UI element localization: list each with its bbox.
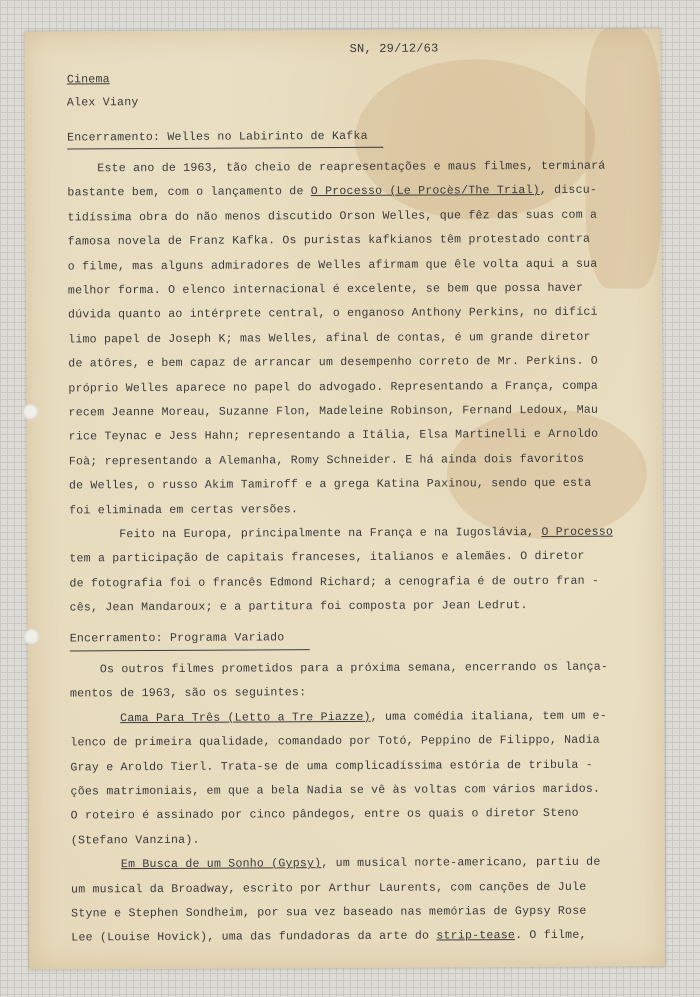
text-segment: Styne e Stephen Sondheim, por sua vez baseado nas memórias de Gypsy Rose — [71, 904, 587, 921]
section-label: Cinema — [66, 73, 110, 87]
text-segment: o filme, mas alguns admiradores de Welles afirmam que êle volta aqui a sua — [67, 257, 598, 274]
text-line — [68, 331, 591, 347]
document-date: SN, 29/12/63 — [349, 41, 439, 56]
text-line — [69, 477, 592, 493]
text-segment: Lee (Louise Hovick), uma das fundadoras da arte do — [71, 929, 437, 945]
film-title: O Processo (Le Procès/The Trial) — [310, 184, 540, 199]
text-segment: Feito na Europa, principalmente na França e na Iugoslávia, — [119, 525, 542, 542]
text-segment: O roteiro é assinado por cinco pândegos, entre os quais o diretor Steno — [70, 807, 579, 823]
text-segment: tem a participação de capitais franceses, italianos e alemães. O diretor — [69, 550, 585, 566]
text-segment: Gray e Aroldo Tierl. Trata-se de uma complicadíssima estória de tribula - — [70, 758, 593, 775]
text-segment: de fotografia foi o francês Edmond Richard; a cenografia é de outro fran - — [69, 574, 600, 591]
text-line — [71, 807, 579, 823]
text-line — [121, 856, 601, 872]
text-line — [68, 379, 598, 395]
text-line — [71, 905, 586, 921]
film-title: O Processo — [541, 525, 614, 539]
author-name: Alex Viany — [66, 96, 139, 110]
text-line — [69, 404, 599, 420]
text-segment: (Stefano Vanzina). — [70, 833, 200, 848]
film-title: strip-tease — [436, 929, 516, 943]
text-segment: cês, Jean Mandaroux; e a partitura foi composta por Jean Ledrut. — [69, 599, 528, 615]
text-line — [69, 503, 298, 517]
text-line — [69, 574, 599, 590]
water-stain — [585, 28, 662, 288]
text-segment: . O filme, — [515, 929, 587, 943]
text-segment: de atôres, e bem capaz de arrancar um desempenho correto de Mr. Perkins. O — [68, 354, 598, 371]
text-line — [97, 160, 605, 176]
text-line — [71, 929, 586, 945]
text-segment: melhor forma. O elenco internacional é excelente, se bem que possa haver — [67, 281, 584, 298]
text-segment: ções matrimoniais, em que a bela Nadia se vê às voltas com vários maridos. — [70, 782, 601, 799]
text-line — [70, 783, 600, 799]
text-segment: tidíssima obra do não menos discutido Orson Welles, que fêz das suas com a — [67, 208, 598, 225]
text-line — [120, 709, 607, 725]
text-line — [68, 257, 598, 273]
text-line — [68, 306, 598, 322]
text-segment: lenco de primeira qualidade, comandado por Totó, Peppino de Filippo, Nadia — [70, 733, 600, 750]
text-segment: limo papel de Joseph K; mas Welles, afinal de contas, é um grande diretor — [68, 330, 591, 347]
text-line — [67, 184, 597, 200]
text-line — [67, 208, 597, 224]
text-segment: rice Teynac e Jess Hahn; representando a Itália, Elsa Martinelli e Arnoldo — [68, 428, 599, 444]
text-line — [70, 687, 306, 701]
text-line — [119, 526, 613, 542]
article-title: Encerramento: Programa Variado — [69, 631, 285, 646]
text-segment: Foà; representando a Alemanha, Romy Schneider. E há ainda dois favoritos — [68, 452, 585, 469]
text-segment: famosa novela de Franz Kafka. Os puristas kafkianos têm protestado contra — [67, 232, 591, 249]
film-title: Cama Para Três (Letto a Tre Piazze) — [120, 710, 371, 725]
text-segment: , um musical norte-americano, partiu de — [321, 855, 601, 871]
text-line — [69, 428, 599, 444]
film-title: Em Busca de um Sonho (Gypsy) — [120, 857, 322, 872]
text-segment: , uma comédia italiana, tem um e- — [370, 709, 607, 724]
title-underline — [67, 147, 383, 150]
punch-hole — [24, 629, 40, 645]
text-segment: foi eliminada em certas versões. — [69, 502, 299, 518]
typewritten-page — [25, 28, 666, 969]
text-line — [71, 880, 586, 896]
punch-hole — [22, 404, 38, 420]
text-line — [68, 355, 598, 371]
text-segment: mentos de 1963, são os seguintes: — [69, 686, 307, 701]
text-line — [71, 834, 200, 848]
text-line — [69, 453, 584, 469]
title-underline — [70, 649, 310, 651]
text-line — [70, 758, 593, 774]
text-line — [100, 661, 608, 677]
text-line — [70, 734, 600, 750]
text-segment: dúvida quanto ao intérprete central, o enganoso Anthony Perkins, no difíci — [68, 306, 598, 322]
text-line — [68, 233, 591, 249]
text-segment: próprio Welles aparece no papel do advogado. Representando a França, compa — [68, 379, 599, 396]
text-line — [70, 599, 528, 614]
text-segment: Este ano de 1963, tão cheio de reapresentações e maus filmes, terminará — [97, 159, 606, 176]
article-title: Encerramento: Welles no Labirinto de Kafka — [67, 129, 368, 145]
text-line — [68, 282, 583, 298]
text-line — [69, 550, 584, 566]
text-segment: de Welles, o russo Akim Tamiroff e a grega Katina Paxinou, sendo que esta — [68, 476, 592, 493]
text-segment: , discu- — [539, 184, 598, 198]
text-segment: um musical da Broadway, escrito por Arthur Laurents, com canções de Jule — [71, 880, 587, 897]
text-segment: bastante bem, com o lançamento de — [67, 185, 311, 200]
text-segment: recem Jeanne Moreau, Suzanne Flon, Madeleine Robinson, Fernand Ledoux, Mau — [68, 403, 599, 420]
text-segment: Os outros filmes prometidos para a próxima semana, encerrando os lança- — [99, 660, 609, 677]
